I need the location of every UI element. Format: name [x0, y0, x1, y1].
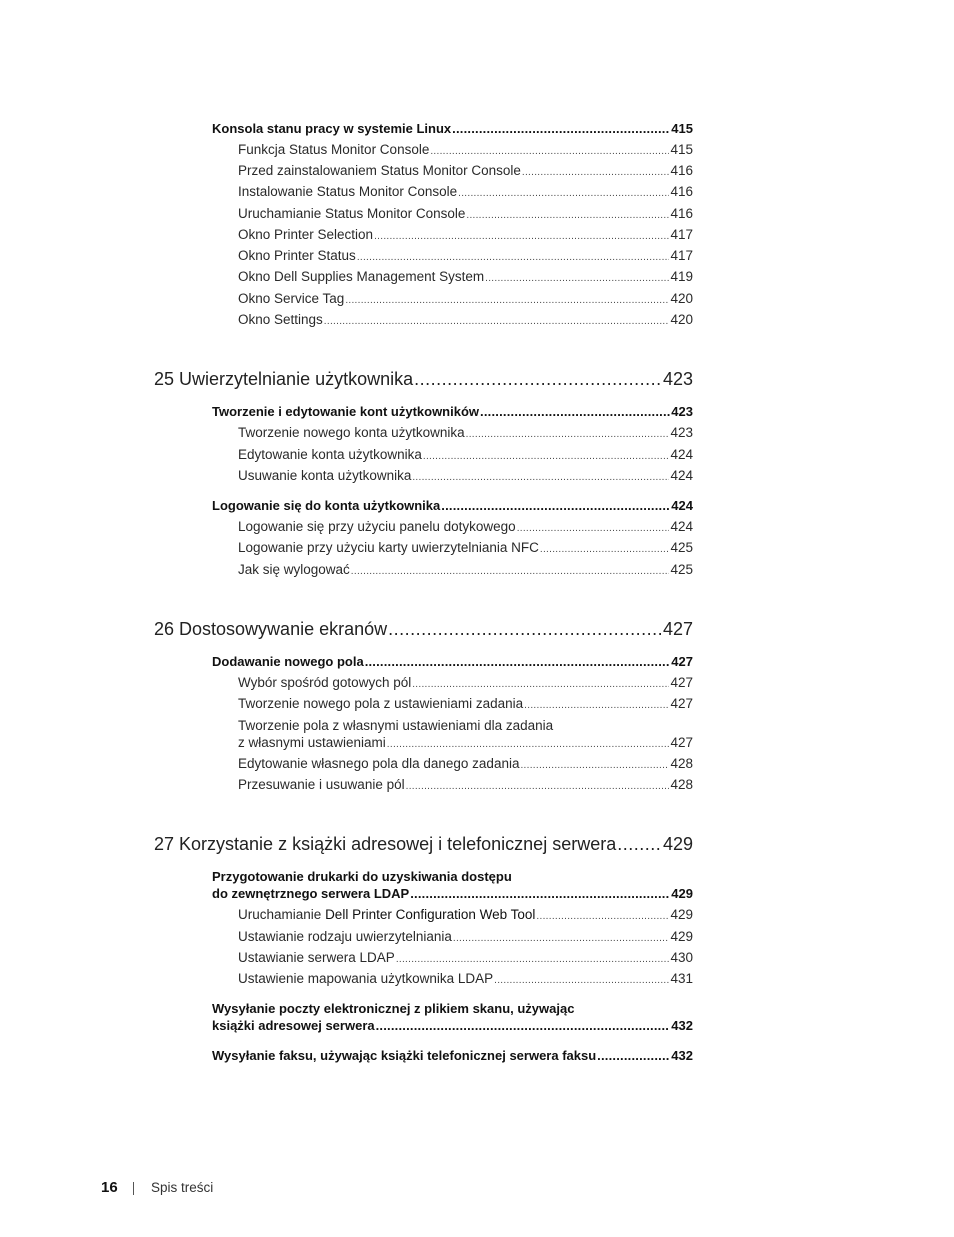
dot-leader	[387, 739, 670, 750]
toc-chapter-title: 25 Uwierzytelnianie użytkownika	[154, 369, 414, 389]
toc-chapter-title: 27 Korzystanie z książki adresowej i telefonicznej serwera	[154, 834, 617, 854]
toc-page-number: 417	[670, 248, 693, 263]
footer-page-number: 16	[101, 1179, 118, 1196]
toc-item[interactable]	[238, 540, 693, 555]
dot-leader	[345, 295, 669, 306]
dot-leader	[536, 911, 669, 922]
toc-item-label: Jak się wylogować	[238, 562, 350, 577]
dot-leader	[452, 121, 670, 136]
toc-page-number: 420	[670, 312, 693, 327]
footer-section-label: Spis treści	[151, 1180, 214, 1195]
dot-leader	[453, 933, 670, 944]
toc-section-label: Logowanie się do konta użytkownika	[212, 498, 441, 513]
toc-item-label: Ustawienie mapowania użytkownika LDAP	[238, 971, 494, 986]
toc-page-number: 427	[671, 654, 693, 669]
toc-item[interactable]	[238, 675, 693, 690]
dot-leader	[412, 472, 669, 483]
toc-page-number: 428	[670, 777, 693, 792]
toc-item-label: Przesuwanie i usuwanie pól	[238, 777, 405, 792]
dot-leader	[466, 429, 670, 440]
dot-leader	[374, 231, 669, 242]
toc-item-label: Okno Printer Status	[238, 248, 356, 263]
toc-item[interactable]	[238, 184, 693, 199]
toc-item-label: Wybór spośród gotowych pól	[238, 675, 412, 690]
toc-item-label: Funkcja Status Monitor Console	[238, 142, 430, 157]
toc-page-number: 416	[670, 163, 693, 178]
toc-page-number: 424	[671, 498, 693, 513]
toc-page-number: 427	[662, 619, 693, 639]
toc-item[interactable]	[238, 248, 693, 263]
toc-section-label: Konsola stanu pracy w systemie Linux	[212, 121, 452, 136]
dot-leader	[423, 451, 670, 462]
toc-section-label: Tworzenie i edytowanie kont użytkowników	[212, 404, 480, 419]
toc-chapter-27[interactable]	[154, 834, 693, 855]
toc-item-product-name: Dell Printer Configuration Web Tool	[325, 907, 536, 922]
dot-leader	[406, 781, 670, 792]
toc-page-number: 424	[670, 519, 693, 534]
toc-item[interactable]	[238, 312, 693, 327]
toc-page-number: 430	[670, 950, 693, 965]
toc-page-number: 424	[670, 447, 693, 462]
dot-leader	[458, 188, 669, 199]
toc-page-number: 428	[670, 756, 693, 771]
toc-section[interactable]	[212, 1048, 693, 1063]
toc-page-number: 432	[671, 1048, 693, 1063]
dot-leader	[517, 523, 670, 534]
toc-item-label: Logowanie przy użyciu karty uwierzytelniania NFC	[238, 540, 539, 555]
toc-item[interactable]	[238, 227, 693, 242]
toc-section[interactable]	[212, 404, 693, 419]
toc-page-number: 415	[671, 121, 693, 136]
toc-item-label: Okno Service Tag	[238, 291, 345, 306]
toc-page-number: 423	[671, 404, 693, 419]
toc-item-label: Uruchamianie Status Monitor Console	[238, 206, 466, 221]
toc-item[interactable]	[238, 756, 693, 771]
dot-leader	[365, 654, 671, 669]
dot-leader	[351, 566, 670, 577]
toc-chapter-26[interactable]	[154, 619, 693, 640]
dot-leader	[414, 369, 662, 390]
toc-item[interactable]	[238, 971, 693, 986]
dot-leader	[522, 167, 670, 178]
toc-section-label: książki adresowej serwera	[212, 1018, 375, 1033]
dot-leader	[494, 975, 669, 986]
dot-leader	[376, 1018, 671, 1033]
toc-item-label: Instalowanie Status Monitor Console	[238, 184, 458, 199]
toc-item[interactable]	[238, 735, 693, 750]
toc-item-prefix: Uruchamianie	[238, 907, 322, 922]
toc-item-label	[238, 907, 535, 922]
dot-leader	[597, 1048, 670, 1063]
toc-item[interactable]	[238, 562, 693, 577]
toc-item-label: Okno Dell Supplies Management System	[238, 269, 485, 284]
toc-item[interactable]	[238, 269, 693, 284]
toc-section-linux-console[interactable]	[212, 121, 693, 136]
toc-page-number: 429	[670, 907, 693, 922]
footer-separator	[133, 1182, 134, 1195]
dot-leader	[441, 498, 670, 513]
toc-page-number: 424	[670, 468, 693, 483]
toc-page-number: 419	[670, 269, 693, 284]
dot-leader	[520, 760, 669, 771]
dot-leader	[396, 954, 670, 965]
toc-item[interactable]	[238, 163, 693, 178]
toc-item-label: Tworzenie nowego konta użytkownika	[238, 425, 465, 440]
toc-item[interactable]	[238, 777, 693, 792]
toc-item[interactable]	[238, 950, 693, 965]
toc-section-label: Wysyłanie faksu, używając książki telefonicznej serwera faksu	[212, 1048, 597, 1063]
toc-page-number: 427	[670, 735, 693, 750]
toc-page-number: 432	[671, 1018, 693, 1033]
dot-leader	[466, 210, 669, 221]
toc-section[interactable]	[212, 886, 693, 901]
toc-page-number: 420	[670, 291, 693, 306]
toc-item[interactable]	[238, 142, 693, 157]
toc-item-label-line1[interactable]: Tworzenie pola z własnymi ustawieniami dla zadania	[238, 718, 554, 733]
toc-page-number: 423	[670, 425, 693, 440]
toc-page-number: 423	[662, 369, 693, 389]
dot-leader	[357, 252, 670, 263]
dot-leader	[480, 404, 670, 419]
toc-page-number: 415	[670, 142, 693, 157]
toc-section-label-line1[interactable]: Przygotowanie drukarki do uzyskiwania dostępu	[212, 869, 512, 884]
toc-item[interactable]	[238, 425, 693, 440]
toc-item[interactable]	[238, 929, 693, 944]
toc-item-label: Usuwanie konta użytkownika	[238, 468, 412, 483]
dot-leader	[617, 834, 662, 855]
toc-section[interactable]	[212, 1018, 693, 1033]
toc-item-label: z własnymi ustawieniami	[238, 735, 386, 750]
toc-item-label: Okno Printer Selection	[238, 227, 374, 242]
toc-page-number: 417	[670, 227, 693, 242]
dot-leader	[430, 146, 669, 157]
toc-page-number: 431	[670, 971, 693, 986]
dot-leader	[540, 544, 670, 555]
toc-item[interactable]	[238, 468, 693, 483]
toc-item-label: Edytowanie konta użytkownika	[238, 447, 422, 462]
toc-item-label: Przed zainstalowaniem Status Monitor Console	[238, 163, 521, 178]
toc-item-label: Edytowanie własnego pola dla danego zadania	[238, 756, 520, 771]
toc-section-label: do zewnętrznego serwera LDAP	[212, 886, 410, 901]
toc-item-label: Logowanie się przy użyciu panelu dotykowego	[238, 519, 516, 534]
toc-page-number: 416	[670, 184, 693, 199]
toc-item-label: Ustawianie rodzaju uwierzytelniania	[238, 929, 452, 944]
toc-item[interactable]	[238, 696, 693, 711]
toc-page-number: 429	[670, 929, 693, 944]
dot-leader	[524, 700, 669, 711]
toc-page-number: 427	[670, 675, 693, 690]
toc-item-label: Ustawianie serwera LDAP	[238, 950, 395, 965]
toc-page-number: 425	[670, 540, 693, 555]
toc-section[interactable]	[212, 498, 693, 513]
toc-page-number: 429	[671, 886, 693, 901]
toc-item[interactable]	[238, 206, 693, 221]
dot-leader	[485, 273, 669, 284]
toc-item-label: Okno Settings	[238, 312, 323, 327]
toc-item[interactable]	[238, 291, 693, 306]
toc-page-number: 427	[670, 696, 693, 711]
toc-page-number: 416	[670, 206, 693, 221]
toc-item[interactable]	[238, 907, 693, 922]
toc-section[interactable]	[212, 654, 693, 669]
dot-leader	[388, 619, 662, 640]
toc-section-label-line1[interactable]: Wysyłanie poczty elektronicznej z plikiem skanu, używając	[212, 1001, 575, 1016]
toc-chapter-25[interactable]	[154, 369, 693, 390]
toc-page-number: 429	[662, 834, 693, 854]
toc-item[interactable]	[238, 519, 693, 534]
toc-chapter-title: 26 Dostosowywanie ekranów	[154, 619, 388, 639]
toc-page-number: 425	[670, 562, 693, 577]
toc-item[interactable]	[238, 447, 693, 462]
dot-leader	[324, 316, 670, 327]
dot-leader	[412, 679, 669, 690]
toc-section-label: Dodawanie nowego pola	[212, 654, 364, 669]
dot-leader	[410, 886, 670, 901]
toc-item-label: Tworzenie nowego pola z ustawieniami zadania	[238, 696, 524, 711]
